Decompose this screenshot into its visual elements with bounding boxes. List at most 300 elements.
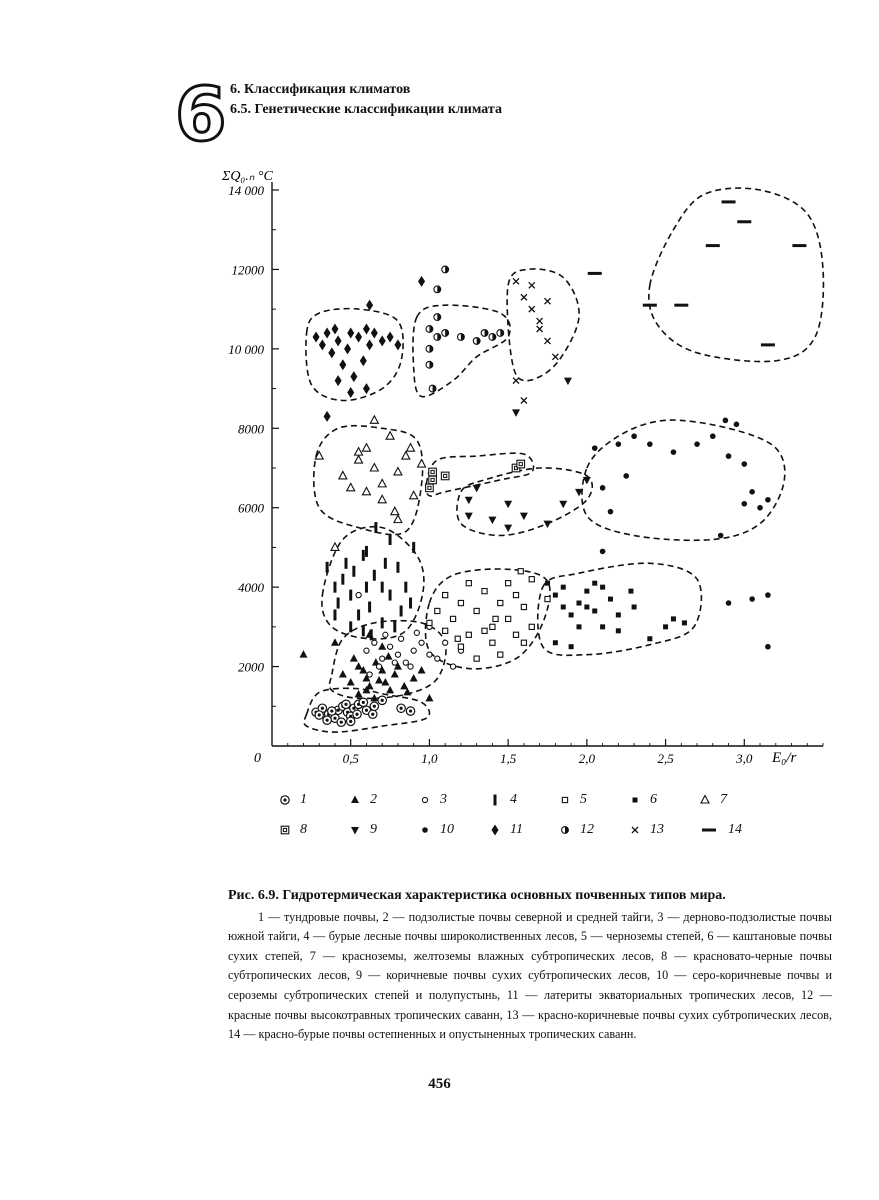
point-series-14	[674, 304, 688, 307]
region-outline-5	[425, 569, 550, 669]
point-series-1	[370, 702, 378, 710]
legend-label: 13	[650, 822, 664, 837]
point-series-5	[474, 656, 479, 661]
point-series-7	[355, 448, 363, 456]
series-5	[427, 569, 550, 662]
legend-row-2	[278, 822, 778, 852]
point-series-2	[384, 652, 392, 660]
point-series-11	[324, 327, 331, 338]
chapter-title: 6. Классификация климатов	[230, 82, 411, 97]
point-series-9	[544, 521, 552, 529]
legend-label: 10	[440, 822, 454, 837]
region-outline-9	[457, 468, 592, 536]
legend-label: 6	[650, 792, 657, 807]
point-series-4	[349, 621, 352, 632]
region-outline-7	[314, 426, 423, 535]
point-series-14	[722, 200, 736, 203]
legend-item-6	[628, 792, 657, 808]
point-series-4	[352, 566, 355, 577]
page-number: 456	[428, 1076, 451, 1092]
point-series-10	[765, 592, 771, 598]
point-series-9	[559, 501, 567, 509]
point-series-10	[749, 489, 755, 495]
point-series-1	[323, 716, 331, 724]
point-series-4	[373, 570, 376, 581]
legend-label: 3	[440, 792, 447, 807]
legend-item-7	[698, 792, 727, 808]
y-tick-label: 8000	[238, 421, 264, 437]
point-series-5	[513, 592, 518, 597]
point-series-11	[335, 335, 342, 346]
point-series-5	[529, 624, 534, 629]
point-series-1	[337, 718, 345, 726]
point-series-1	[353, 710, 361, 718]
y-tick-label: 10 000	[228, 341, 264, 357]
point-series-2	[386, 686, 394, 694]
point-series-4	[365, 546, 368, 557]
x-tick-label: 1,5	[500, 751, 517, 766]
point-series-11	[371, 327, 378, 338]
point-series-4	[333, 582, 336, 593]
point-series-14	[737, 220, 751, 223]
point-series-5	[513, 632, 518, 637]
point-series-10	[600, 485, 606, 491]
point-series-3	[387, 644, 392, 649]
point-series-10	[765, 644, 771, 650]
legend-label: 5	[580, 792, 587, 807]
point-series-3	[408, 664, 413, 669]
region-outline-11	[306, 309, 403, 401]
point-series-3	[383, 632, 388, 637]
axes	[228, 182, 823, 766]
point-series-11	[350, 371, 357, 382]
point-series-7	[370, 416, 378, 424]
legend-label: 1	[300, 792, 307, 807]
point-series-3	[435, 656, 440, 661]
point-series-6	[553, 593, 558, 598]
point-series-4	[389, 590, 392, 601]
point-series-10	[608, 509, 614, 515]
point-series-11	[363, 324, 370, 335]
point-series-13	[545, 298, 551, 304]
legend-row-1	[278, 792, 778, 822]
point-series-6	[545, 581, 550, 586]
point-series-4	[412, 542, 415, 553]
point-series-6	[561, 605, 566, 610]
legend-marker-1	[278, 793, 292, 807]
point-series-1	[328, 707, 336, 715]
point-series-10	[647, 441, 653, 447]
point-series-9	[564, 378, 572, 386]
legend-item-4	[488, 792, 517, 808]
legend-marker-3	[418, 793, 432, 807]
point-series-11	[379, 335, 386, 346]
point-series-10	[734, 422, 740, 428]
point-series-13	[552, 354, 558, 360]
point-series-3	[395, 652, 400, 657]
point-series-11	[394, 339, 401, 350]
point-series-14	[792, 244, 806, 247]
point-series-1	[347, 717, 355, 725]
point-series-4	[362, 625, 365, 636]
point-series-4	[374, 522, 377, 533]
point-series-11	[363, 383, 370, 394]
point-series-6	[576, 624, 581, 629]
point-series-11	[347, 327, 354, 338]
point-series-6	[592, 581, 597, 586]
point-series-3	[398, 636, 403, 641]
point-series-2	[418, 666, 426, 674]
point-series-6	[584, 605, 589, 610]
point-series-5	[443, 628, 448, 633]
point-series-8	[517, 460, 525, 468]
point-series-4	[396, 562, 399, 573]
point-series-9	[488, 517, 496, 525]
point-series-6	[616, 612, 621, 617]
legend-label: 8	[300, 822, 307, 837]
x-tick-label: 2,0	[578, 751, 595, 766]
legend-marker-13	[628, 823, 642, 837]
point-series-10	[616, 441, 622, 447]
point-series-13	[521, 294, 527, 300]
point-series-12	[426, 345, 433, 352]
point-series-14	[706, 244, 720, 247]
point-series-3	[376, 664, 381, 669]
point-series-6	[647, 636, 652, 641]
legend-item-9	[348, 822, 377, 838]
point-series-2	[355, 662, 363, 670]
legend-marker-8	[278, 823, 292, 837]
point-series-11	[328, 347, 335, 358]
point-series-1	[406, 707, 414, 715]
point-series-2	[410, 674, 418, 682]
point-series-5	[498, 600, 503, 605]
point-series-6	[671, 616, 676, 621]
point-series-11	[339, 359, 346, 370]
section-title: 6.5. Генетические классификации климата	[230, 102, 502, 117]
point-series-14	[588, 272, 602, 275]
point-series-2	[299, 650, 307, 658]
point-series-7	[394, 515, 402, 523]
point-series-6	[628, 589, 633, 594]
point-series-9	[465, 513, 473, 521]
point-series-14	[643, 304, 657, 307]
point-series-11	[344, 343, 351, 354]
point-series-9	[473, 485, 481, 493]
point-series-5	[518, 569, 523, 574]
point-series-4	[368, 602, 371, 613]
point-series-9	[465, 497, 473, 505]
point-series-12	[473, 338, 480, 345]
point-series-3	[450, 664, 455, 669]
point-series-5	[498, 652, 503, 657]
point-series-2	[355, 690, 363, 698]
x-tick-label: 0,5	[342, 751, 359, 766]
legend-item-8	[278, 822, 307, 838]
point-series-10	[749, 596, 755, 602]
point-series-3	[392, 660, 397, 665]
legend-marker-4	[488, 793, 502, 807]
point-series-7	[394, 467, 402, 475]
point-series-6	[616, 628, 621, 633]
point-series-6	[561, 585, 566, 590]
point-series-13	[545, 338, 551, 344]
legend-marker-6	[628, 793, 642, 807]
y-tick-label: 6000	[238, 500, 264, 516]
point-series-10	[765, 497, 771, 503]
point-series-6	[608, 597, 613, 602]
chapter-number: 6	[175, 72, 227, 158]
point-series-8	[426, 484, 434, 492]
point-series-2	[381, 678, 389, 686]
y-tick-label: 14 000	[228, 183, 264, 198]
legend-label: 4	[510, 792, 517, 807]
point-series-12	[434, 314, 441, 321]
point-series-2	[331, 638, 339, 646]
point-series-7	[407, 444, 415, 452]
point-series-7	[378, 495, 386, 503]
point-series-7	[339, 471, 347, 479]
point-series-5	[482, 628, 487, 633]
point-series-4	[409, 598, 412, 609]
legend-item-10	[418, 822, 454, 838]
data-points	[299, 200, 806, 726]
point-series-2	[378, 642, 386, 650]
point-series-6	[569, 644, 574, 649]
point-series-6	[592, 608, 597, 613]
series-14	[588, 200, 807, 346]
point-series-14	[761, 343, 775, 346]
point-series-8	[429, 476, 437, 484]
point-series-12	[481, 330, 488, 337]
point-series-11	[360, 355, 367, 366]
point-series-6	[632, 605, 637, 610]
point-series-6	[576, 601, 581, 606]
point-series-7	[355, 456, 363, 464]
point-series-4	[365, 582, 368, 593]
point-series-10	[592, 445, 598, 451]
point-series-6	[584, 589, 589, 594]
legend-label: 7	[720, 792, 727, 807]
point-series-6	[553, 640, 558, 645]
point-series-4	[337, 598, 340, 609]
point-series-10	[671, 449, 677, 455]
point-series-3	[367, 672, 372, 677]
point-series-10	[718, 533, 724, 539]
point-series-5	[521, 640, 526, 645]
point-series-4	[400, 605, 403, 616]
point-series-13	[537, 318, 543, 324]
point-series-5	[529, 577, 534, 582]
point-series-11	[319, 339, 326, 350]
legend-item-13	[628, 822, 664, 838]
point-series-6	[600, 624, 605, 629]
point-series-11	[355, 331, 362, 342]
point-series-4	[326, 562, 329, 573]
point-series-4	[404, 582, 407, 593]
region-outline-10	[582, 420, 785, 540]
legend-item-14	[698, 822, 742, 838]
point-series-5	[455, 636, 460, 641]
point-series-7	[378, 479, 386, 487]
caption-body: 1 — тундровые почвы, 2 — подзолистые почвы северной и средней тайги, 3 — дерново-подзолистые почвы южной тайги, 4 — бурые лесные почвы широколиственных лесов, 5 — черноземы степей, 6 — каштановые почвы сухих степей, 7 — красноземы, желтоземы влажных субтропических лесов, 8 — красновато-черные почвы субтропических лесов, 9 — коричневые почвы сухих субтропических лесов, 10 — серо-коричневые почвы и сероземы субтропических степей и полупустынь, 11 — латериты экваториальных тропических лесов, 12 — красные почвы высокотравных тропических саванн, 13 — красно-коричневые почвы сухих субтропических лесов, 14 — красно-бурые почвы остепненных и опустыненных тропических саванн.	[228, 909, 832, 1042]
legend-marker-5	[558, 793, 572, 807]
region-outline-4	[322, 527, 424, 639]
point-series-7	[362, 487, 370, 495]
point-series-7	[418, 460, 426, 468]
region-outlines	[304, 188, 823, 732]
point-series-10	[631, 433, 637, 439]
point-series-1	[378, 696, 386, 704]
point-series-12	[442, 330, 449, 337]
point-series-11	[366, 300, 373, 311]
point-series-10	[710, 433, 716, 439]
point-series-12	[458, 334, 465, 341]
x-tick-label: 1,0	[421, 751, 438, 766]
point-series-3	[443, 640, 448, 645]
point-series-13	[537, 326, 543, 332]
point-series-2	[425, 694, 433, 702]
point-series-2	[347, 678, 355, 686]
point-series-12	[434, 286, 441, 293]
y-axis-label: ΣQ₀.ₙ °C	[222, 169, 273, 184]
point-series-5	[490, 640, 495, 645]
figure-caption	[228, 886, 832, 1045]
legend-marker-11	[488, 823, 502, 837]
point-series-4	[370, 629, 373, 640]
point-series-2	[350, 654, 358, 662]
caption-title: Рис. 6.9. Гидротермическая характеристика основных почвенных типов мира.	[228, 888, 726, 903]
x-tick-label: 2,5	[657, 751, 674, 766]
point-series-7	[391, 507, 399, 515]
legend-item-11	[488, 822, 523, 838]
legend-label: 12	[580, 822, 594, 837]
point-series-5	[521, 604, 526, 609]
point-series-3	[419, 640, 424, 645]
y-tick-label: 12000	[231, 262, 264, 278]
point-series-4	[389, 534, 392, 545]
point-series-4	[357, 609, 360, 620]
y-tick-label: 4000	[238, 580, 264, 596]
legend-label: 2	[370, 792, 377, 807]
point-series-5	[466, 632, 471, 637]
point-series-10	[600, 549, 606, 555]
point-series-12	[426, 326, 433, 333]
point-series-8	[429, 468, 437, 476]
point-series-9	[504, 525, 512, 533]
point-series-2	[375, 676, 383, 684]
point-series-5	[545, 596, 550, 601]
legend-item-5	[558, 792, 587, 808]
point-series-12	[489, 334, 496, 341]
point-series-10	[741, 461, 747, 467]
point-series-3	[364, 648, 369, 653]
legend-marker-7	[698, 793, 712, 807]
legend-label: 14	[728, 822, 742, 837]
point-series-4	[381, 617, 384, 628]
point-series-3	[414, 630, 419, 635]
point-series-4	[349, 590, 352, 601]
point-series-5	[458, 644, 463, 649]
series-11	[313, 276, 425, 422]
point-series-13	[529, 306, 535, 312]
point-series-11	[418, 276, 425, 287]
legend-item-12	[558, 822, 594, 838]
point-series-13	[513, 378, 519, 384]
series-1	[312, 696, 415, 726]
point-series-3	[427, 652, 432, 657]
point-series-7	[347, 483, 355, 491]
point-series-1	[369, 710, 377, 718]
point-series-5	[506, 581, 511, 586]
point-series-11	[331, 324, 338, 335]
point-series-3	[372, 640, 377, 645]
point-series-1	[359, 698, 367, 706]
x-tick-label: 3,0	[736, 751, 753, 766]
point-series-5	[506, 616, 511, 621]
point-series-4	[333, 609, 336, 620]
point-series-7	[370, 464, 378, 472]
series-6	[545, 581, 687, 650]
point-series-7	[362, 444, 370, 452]
point-series-5	[474, 608, 479, 613]
series-12	[426, 266, 504, 392]
point-series-4	[381, 582, 384, 593]
series-4	[326, 522, 416, 640]
point-series-3	[411, 648, 416, 653]
point-series-12	[426, 361, 433, 368]
point-series-9	[520, 513, 528, 521]
point-series-10	[757, 505, 763, 511]
point-series-4	[362, 550, 365, 561]
point-series-4	[393, 621, 396, 632]
region-outline-14	[649, 188, 824, 361]
point-series-2	[400, 682, 408, 690]
point-series-6	[600, 585, 605, 590]
point-series-13	[513, 278, 519, 284]
point-series-5	[450, 616, 455, 621]
point-series-9	[512, 409, 520, 417]
point-series-10	[694, 441, 700, 447]
legend-marker-14	[698, 823, 720, 837]
point-series-5	[435, 608, 440, 613]
legend-marker-9	[348, 823, 362, 837]
legend-marker-12	[558, 823, 572, 837]
point-series-5	[493, 616, 498, 621]
point-series-12	[497, 330, 504, 337]
point-series-6	[663, 624, 668, 629]
point-series-7	[402, 452, 410, 460]
point-series-11	[313, 331, 320, 342]
point-series-12	[442, 266, 449, 273]
point-series-10	[623, 473, 629, 479]
point-series-9	[504, 501, 512, 509]
point-series-5	[443, 592, 448, 597]
point-series-10	[726, 453, 732, 459]
legend-item-3	[418, 792, 447, 808]
legend	[278, 792, 778, 852]
point-series-8	[441, 472, 449, 480]
point-series-12	[429, 385, 436, 392]
point-series-11	[387, 331, 394, 342]
point-series-13	[529, 282, 535, 288]
point-series-11	[366, 339, 373, 350]
point-series-2	[391, 670, 399, 678]
x-axis-label: E₀/r	[772, 750, 797, 766]
region-outline-13	[507, 269, 579, 381]
point-series-7	[386, 432, 394, 440]
point-series-5	[427, 620, 432, 625]
